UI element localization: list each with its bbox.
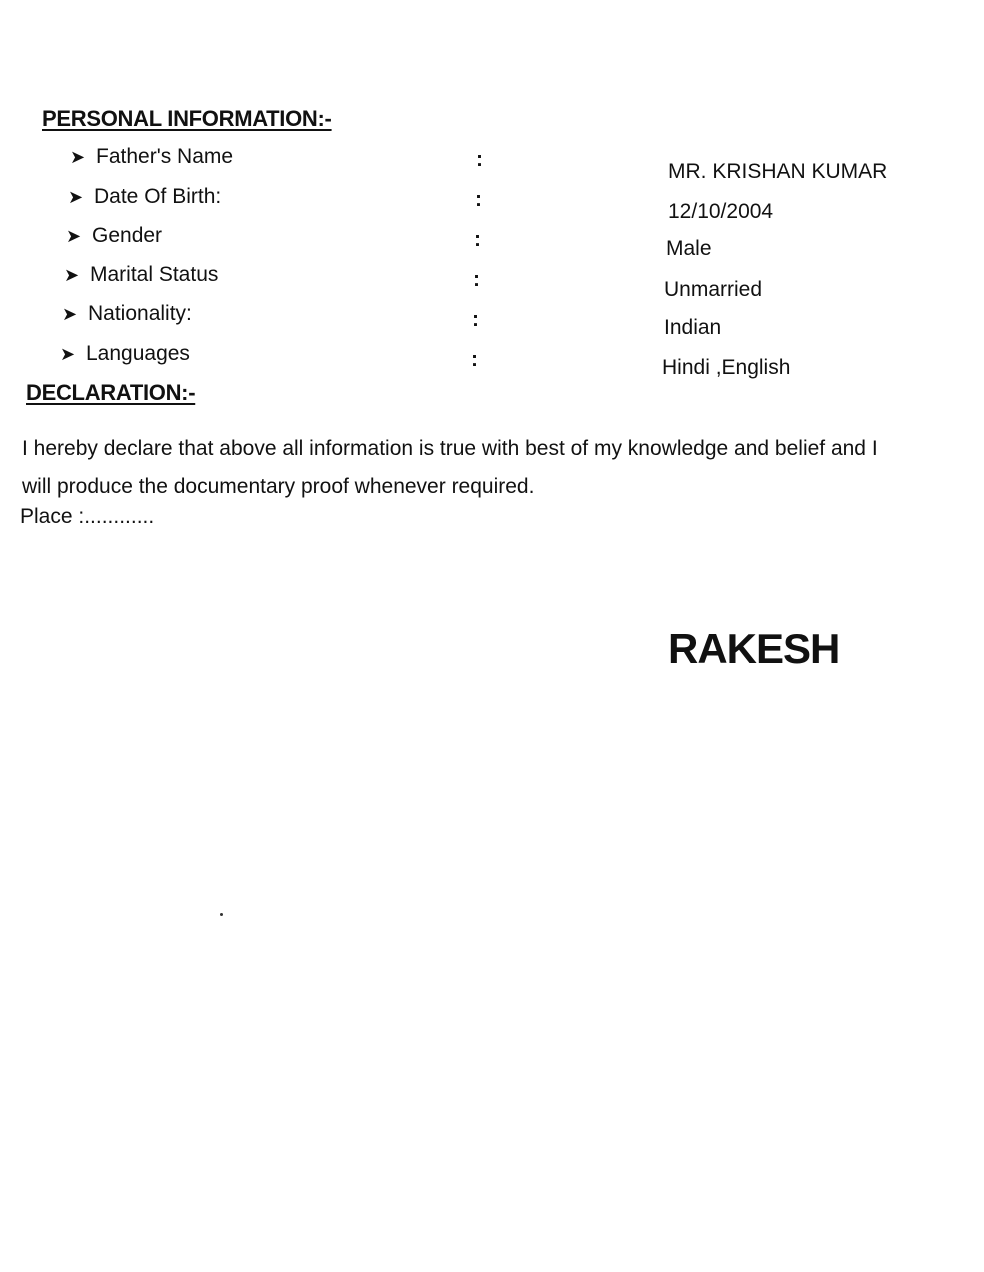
signature-name: RAKESH: [668, 625, 840, 672]
info-value-marital-status: Unmarried: [664, 278, 763, 301]
place-field: Place :............: [20, 505, 155, 528]
declaration-line-1: I hereby declare that above all information is true with best of my knowledge and belief and I: [22, 437, 878, 460]
info-label: Marital Status: [90, 263, 219, 286]
info-value-languages: Hindi ,English: [662, 356, 791, 379]
declaration-heading: DECLARATION:-: [26, 380, 196, 405]
info-row-date-of-birth: [68, 185, 221, 209]
info-row-fathers-name: [70, 145, 233, 169]
info-label: Nationality:: [88, 302, 192, 325]
separator-colon: :: [472, 308, 479, 331]
info-value-fathers-name: MR. KRISHAN KUMAR: [668, 160, 888, 183]
scan-speck: [220, 913, 223, 916]
separator-colon: :: [474, 228, 481, 251]
declaration-line-2: will produce the documentary proof whenever required.: [22, 475, 535, 498]
info-value-gender: Male: [666, 237, 712, 260]
info-row-languages: [60, 342, 190, 366]
info-value-date-of-birth: 12/10/2004: [668, 200, 774, 223]
info-label: Father's Name: [96, 145, 234, 168]
info-value-nationality: Indian: [664, 316, 722, 339]
personal-information-heading: PERSONAL INFORMATION:-: [42, 106, 332, 131]
info-label: Date Of Birth:: [94, 185, 222, 208]
arrowhead-bullet-icon: ➤: [64, 265, 80, 285]
declaration-paragraph: [22, 430, 972, 506]
arrowhead-bullet-icon: ➤: [60, 344, 76, 364]
arrowhead-bullet-icon: ➤: [70, 147, 86, 167]
separator-colon: :: [476, 148, 483, 171]
separator-colon: :: [475, 188, 482, 211]
info-label: Languages: [86, 342, 190, 365]
arrowhead-bullet-icon: ➤: [68, 187, 84, 207]
arrowhead-bullet-icon: ➤: [62, 304, 78, 324]
info-row-gender: [66, 224, 162, 248]
arrowhead-bullet-icon: ➤: [66, 226, 82, 246]
info-label: Gender: [92, 224, 163, 247]
info-row-marital-status: [64, 263, 218, 287]
info-row-nationality: [62, 302, 192, 326]
separator-colon: :: [473, 268, 480, 291]
separator-colon: :: [471, 348, 478, 371]
